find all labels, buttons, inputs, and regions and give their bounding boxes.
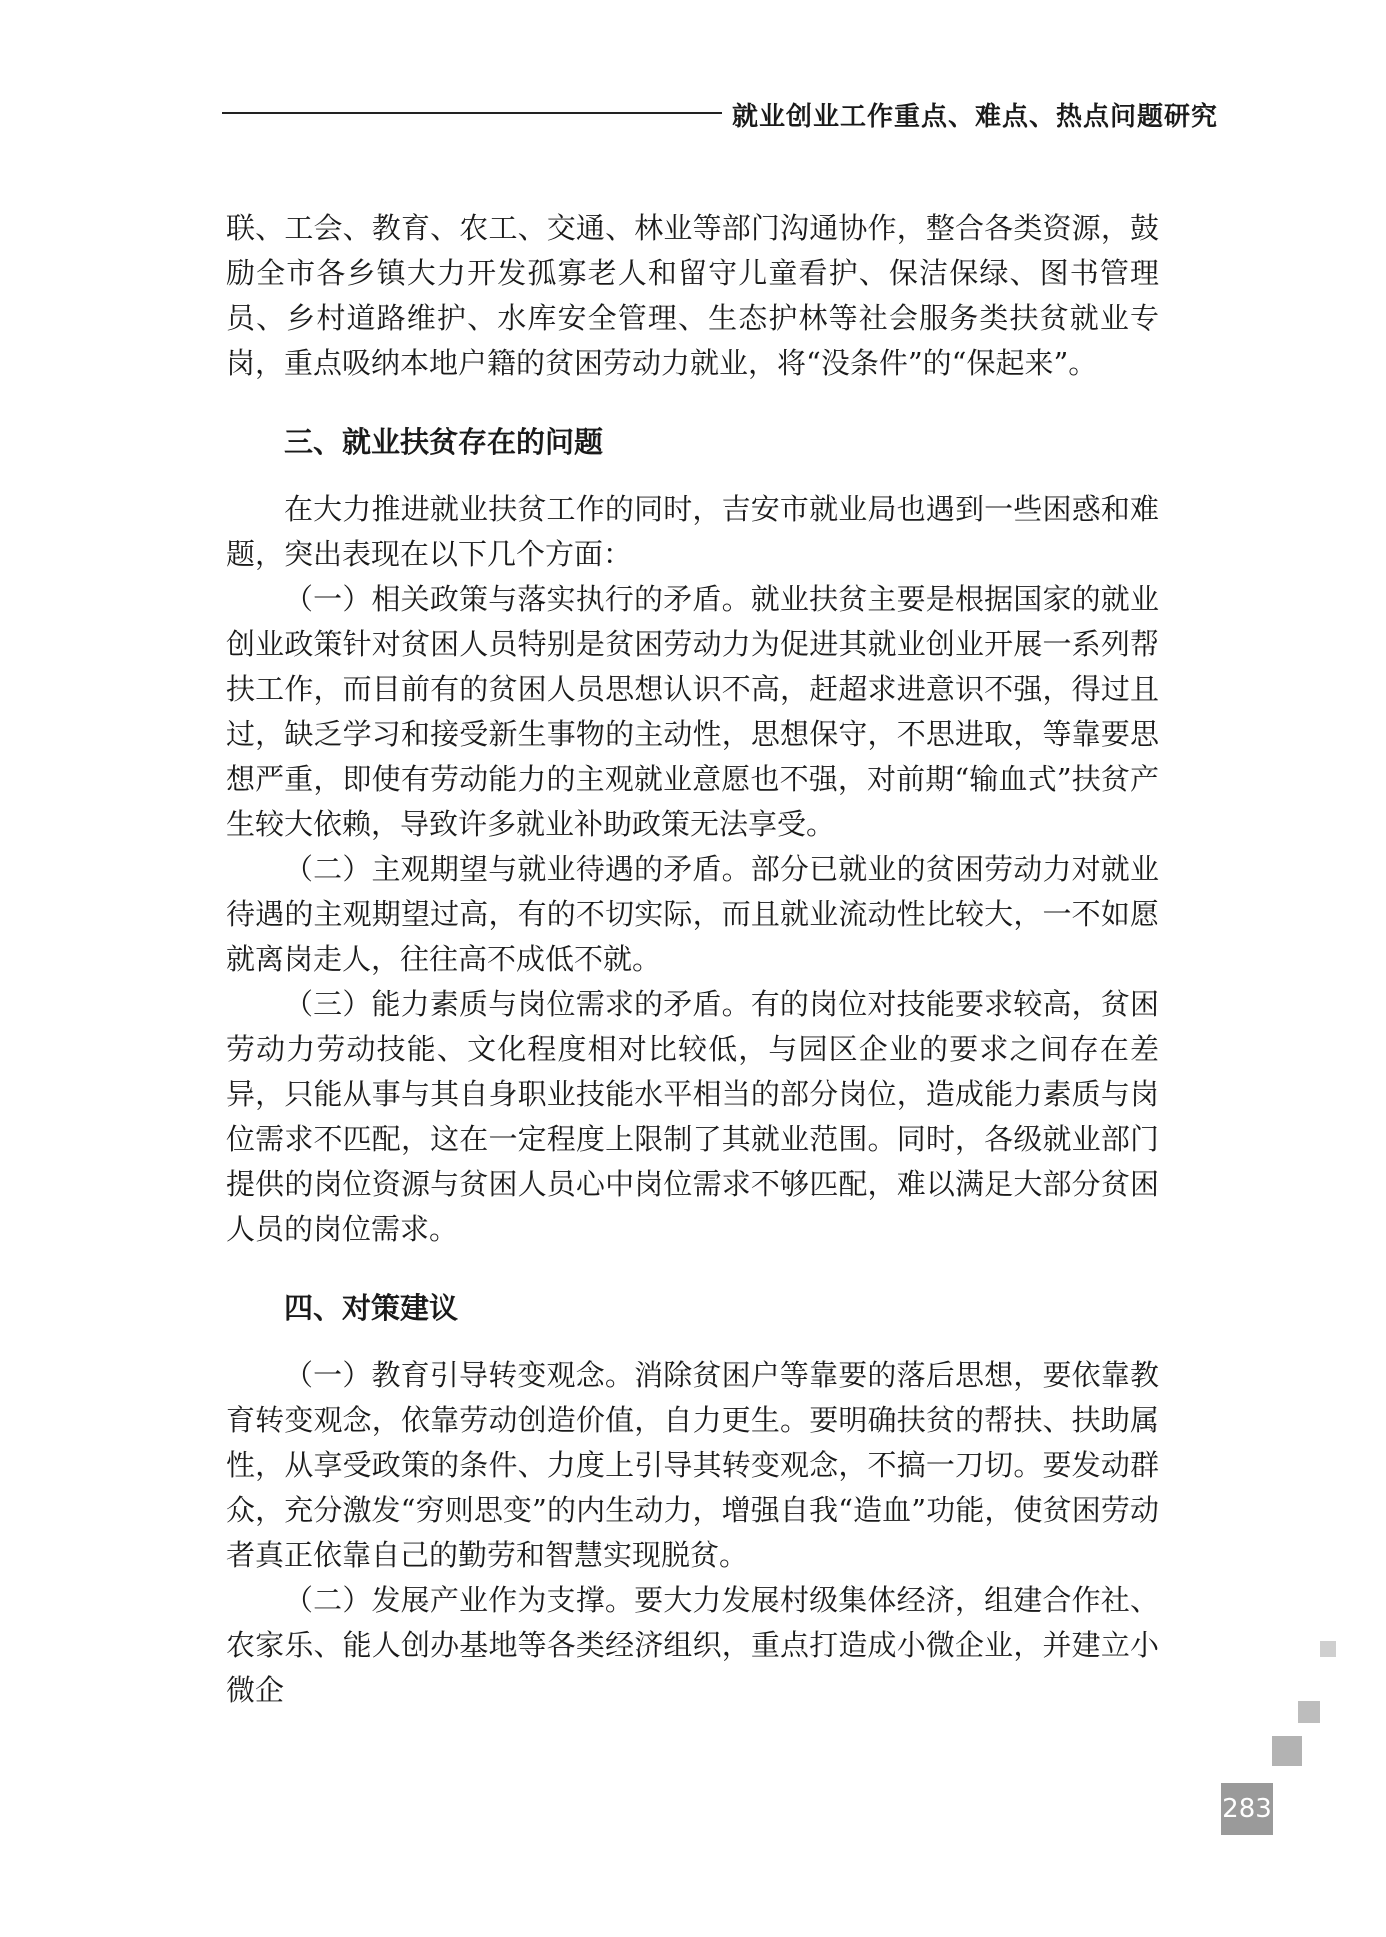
section-heading-3: 三、就业扶贫存在的问题 — [284, 425, 604, 459]
subheading-education: （一）教育引导转变观念。 — [284, 1358, 635, 1392]
page-body — [226, 206, 1159, 1713]
header-rule — [222, 112, 722, 114]
section-heading-4: 四、对策建议 — [284, 1291, 459, 1325]
decorative-square — [1298, 1701, 1320, 1723]
paragraph-continuation: 联、工会、教育、农工、交通、林业等部门沟通协作，整合各类资源，鼓励全市各乡镇大力开发孤寡老人和留守儿童看护、保洁保绿、图书管理员、乡村道路维护、水库安全管理、生态护林等社会服务类扶贫就业专岗，重点吸纳本地户籍的贫困劳动力就业，将“没条件”的“保起来”。 — [226, 211, 1159, 380]
paragraph-intro: 在大力推进就业扶贫工作的同时，吉安市就业局也遇到一些困惑和难题，突出表现在以下几个方面： — [226, 492, 1159, 571]
paragraph-policy-conflict-text: 就业扶贫主要是根据国家的就业创业政策针对贫困人员特别是贫困劳动力为促进其就业创业开展一系列帮扶工作，而目前有的贫困人员思想认识不高，赶超求进意识不强，得过且过，缺乏学习和接受新生事物的主动性，思想保守，不思进取，等靠要思想严重，即使有劳动能力的主观就业意愿也不强，对前期“输血式”扶贫产生较大依赖，导致许多就业补助政策无法享受。 — [226, 582, 1159, 841]
page-number: 283 — [1221, 1783, 1273, 1835]
paragraph-ability-conflict — [226, 982, 1159, 1252]
subheading-policy-conflict: （一）相关政策与落实执行的矛盾。 — [284, 582, 751, 616]
paragraph-expectation-conflict-text: 部分已就业的贫困劳动力对就业待遇的主观期望过高，有的不切实际，而且就业流动性比较大，一不如愿就离岗走人，往往高不成低不就。 — [226, 852, 1159, 976]
running-head-title: 就业创业工作重点、难点、热点问题研究 — [732, 102, 1219, 132]
paragraph-education — [226, 1353, 1159, 1578]
subheading-expectation-conflict: （二）主观期望与就业待遇的矛盾。 — [284, 852, 751, 886]
paragraph-education-text: 消除贫困户等靠要的落后思想，要依靠教育转变观念，依靠劳动创造价值，自力更生。要明确扶贫的帮扶、扶助属性，从享受政策的条件、力度上引导其转变观念，不搞一刀切。要发动群众，充分激发“穷则思变”的内生动力，增强自我“造血”功能，使贫困劳动者真正依靠自己的勤劳和智慧实现脱贫。 — [226, 1358, 1159, 1572]
paragraph-policy-conflict — [226, 577, 1159, 847]
subheading-industry: （二）发展产业作为支撑。 — [284, 1583, 635, 1617]
paragraph-industry — [226, 1578, 1159, 1713]
paragraph-expectation-conflict — [226, 847, 1159, 982]
paragraph-industry-text: 要大力发展村级集体经济，组建合作社、农家乐、能人创办基地等各类经济组织，重点打造成小微企业，并建立小微企 — [226, 1583, 1159, 1707]
paragraph-ability-conflict-text: 有的岗位对技能要求较高，贫困劳动力劳动技能、文化程度相对比较低，与园区企业的要求之间存在差异，只能从事与其自身职业技能水平相当的部分岗位，造成能力素质与岗位需求不匹配，这在一定程度上限制了其就业范围。同时，各级就业部门提供的岗位资源与贫困人员心中岗位需求不够匹配，难以满足大部分贫困人员的岗位需求。 — [226, 987, 1159, 1246]
decorative-square — [1272, 1736, 1302, 1766]
subheading-ability-conflict: （三）能力素质与岗位需求的矛盾。 — [284, 987, 751, 1021]
decorative-square — [1320, 1641, 1336, 1657]
